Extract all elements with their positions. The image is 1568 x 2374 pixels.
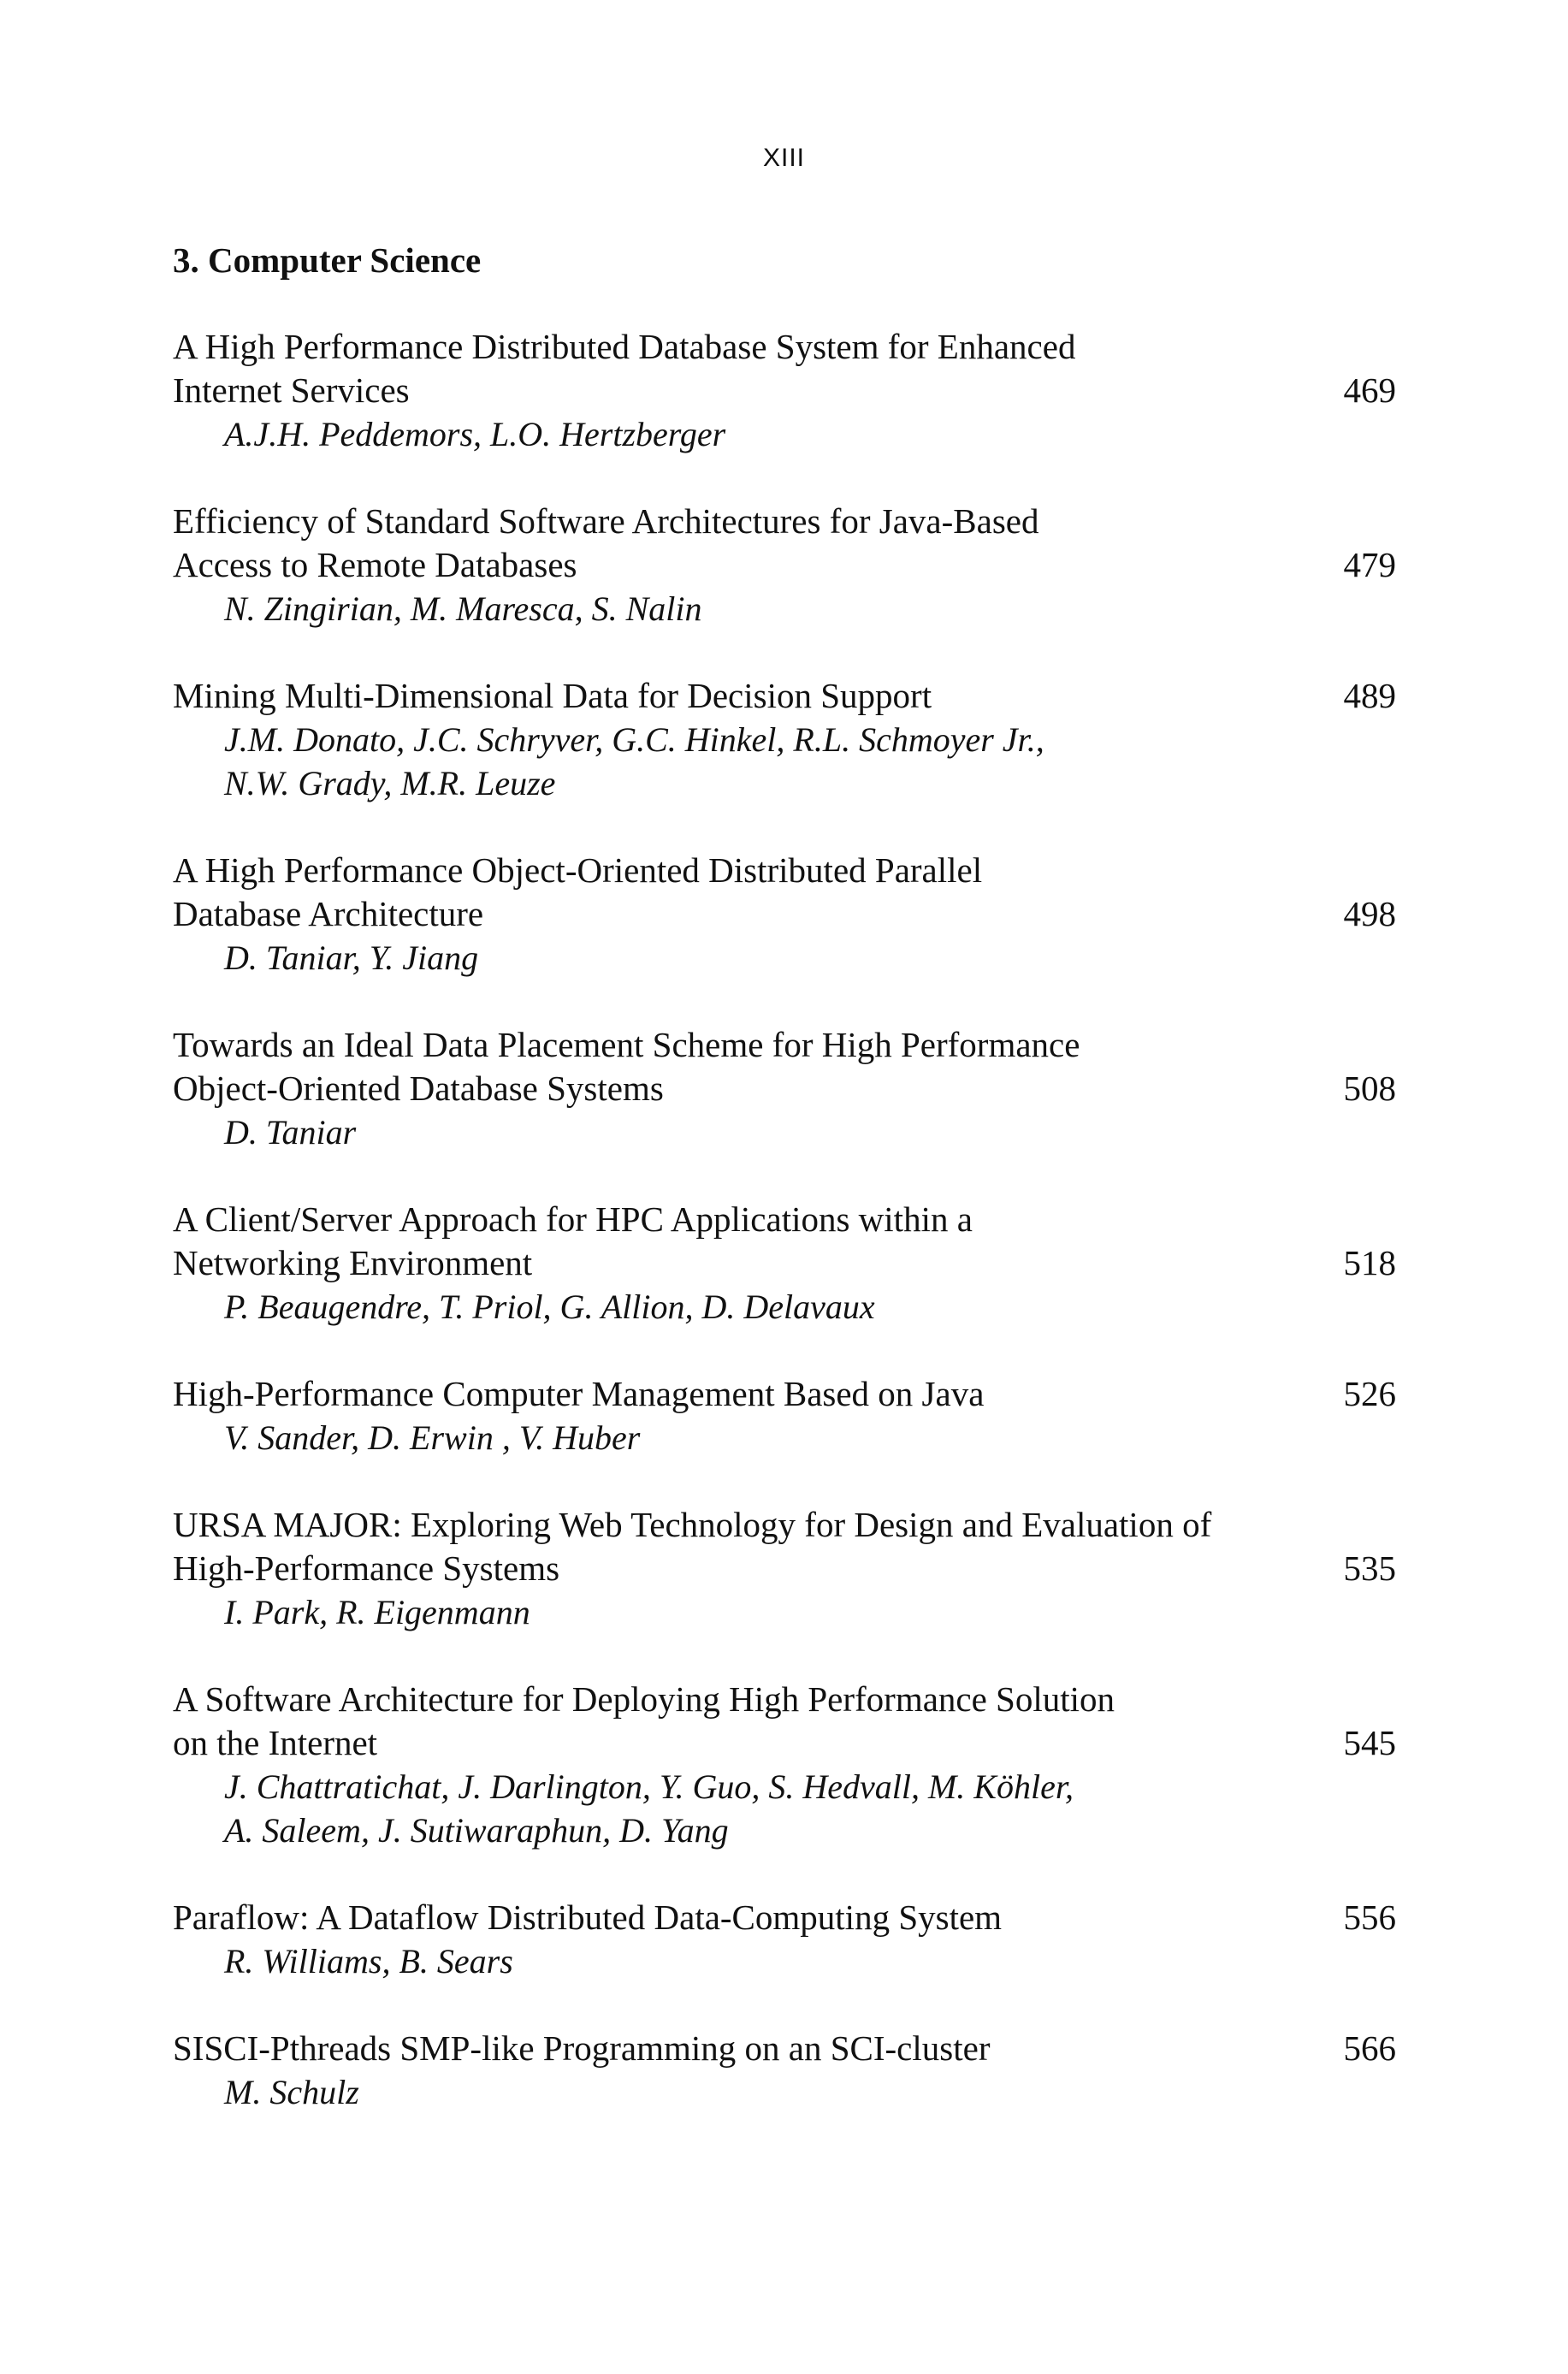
entry-title-line: Efficiency of Standard Software Architectures for Java-Based: [173, 501, 1039, 541]
entry-title-line: A High Performance Object-Oriented Distributed Parallel: [173, 850, 983, 890]
entry-page-number: 469: [1343, 370, 1396, 410]
entry-title-line: A Client/Server Approach for HPC Applications within a: [173, 1199, 973, 1239]
entry-title-line: Networking Environment: [173, 1243, 533, 1282]
entry-page-number: 545: [1343, 1723, 1396, 1762]
entry-authors-line: D. Taniar, Y. Jiang: [224, 938, 479, 977]
entry-title-line: URSA MAJOR: Exploring Web Technology for Design and Evaluation of: [173, 1505, 1212, 1544]
entry-page-number: 479: [1343, 545, 1396, 584]
entry-title-line: A Software Architecture for Deploying High Performance Solution: [173, 1679, 1115, 1719]
toc-entry: [173, 1503, 1396, 1634]
toc-entry: [173, 674, 1396, 805]
toc-entry: [173, 325, 1396, 456]
entry-page-number: 526: [1343, 1374, 1396, 1413]
entry-authors-line: M. Schulz: [224, 2073, 359, 2111]
entry-page-number: 556: [1343, 1897, 1396, 1937]
toc-entry: [173, 2027, 1396, 2114]
toc-entry: [173, 1896, 1396, 1983]
entry-title-line: Mining Multi-Dimensional Data for Decision Support: [173, 676, 932, 715]
entry-title-line: Database Architecture: [173, 894, 484, 933]
entry-title-line: High-Performance Computer Management Based on Java: [173, 1374, 985, 1413]
entry-title-line: Access to Remote Databases: [173, 545, 577, 584]
entry-page-number: 489: [1343, 676, 1396, 715]
entry-title-line: Internet Services: [173, 370, 410, 410]
entry-title-line: SISCI-Pthreads SMP-like Programming on an SCI-cluster: [173, 2028, 991, 2068]
entry-authors-line: R. Williams, B. Sears: [224, 1942, 513, 1980]
entry-authors-line: I. Park, R. Eigenmann: [224, 1593, 530, 1631]
entry-title-line: High-Performance Systems: [173, 1548, 560, 1588]
entry-authors-line: N. Zingirian, M. Maresca, S. Nalin: [224, 589, 702, 628]
entry-page-number: 498: [1343, 894, 1396, 933]
entry-authors-line: N.W. Grady, M.R. Leuze: [224, 764, 556, 802]
entry-title-line: on the Internet: [173, 1723, 378, 1762]
toc-entry: [173, 1678, 1396, 1852]
page-number: XIII: [762, 144, 805, 172]
entry-authors-line: P. Beaugendre, T. Priol, G. Allion, D. Delavaux: [224, 1288, 875, 1326]
toc-entry: [173, 849, 1396, 980]
entry-page-number: 535: [1343, 1548, 1396, 1588]
entry-page-number: 566: [1343, 2028, 1396, 2068]
entry-authors-line: V. Sander, D. Erwin , V. Huber: [224, 1418, 641, 1457]
section-title: 3. Computer Science: [173, 240, 482, 280]
toc-entries: [173, 325, 1396, 2158]
entry-page-number: 508: [1343, 1069, 1396, 1108]
entry-authors-line: A. Saleem, J. Sutiwaraphun, D. Yang: [224, 1811, 729, 1850]
toc-entry: [173, 1198, 1396, 1329]
entry-authors-line: D. Taniar: [224, 1113, 357, 1151]
entry-authors-line: J.M. Donato, J.C. Schryver, G.C. Hinkel, R.L. Schmoyer Jr.,: [224, 720, 1044, 759]
entry-title-line: Paraflow: A Dataflow Distributed Data-Computing System: [173, 1897, 1003, 1937]
entry-authors-line: J. Chattratichat, J. Darlington, Y. Guo, S. Hedvall, M. Köhler,: [224, 1767, 1074, 1806]
toc-entry: [173, 500, 1396, 631]
entry-page-number: 518: [1343, 1243, 1396, 1282]
entry-authors-line: A.J.H. Peddemors, L.O. Hertzberger: [224, 415, 726, 453]
toc-entry: [173, 1372, 1396, 1459]
entry-title-line: Object-Oriented Database Systems: [173, 1069, 664, 1108]
entry-title-line: Towards an Ideal Data Placement Scheme for High Performance: [173, 1025, 1080, 1064]
entry-title-line: A High Performance Distributed Database System for Enhanced: [173, 327, 1076, 366]
toc-entry: [173, 1023, 1396, 1154]
